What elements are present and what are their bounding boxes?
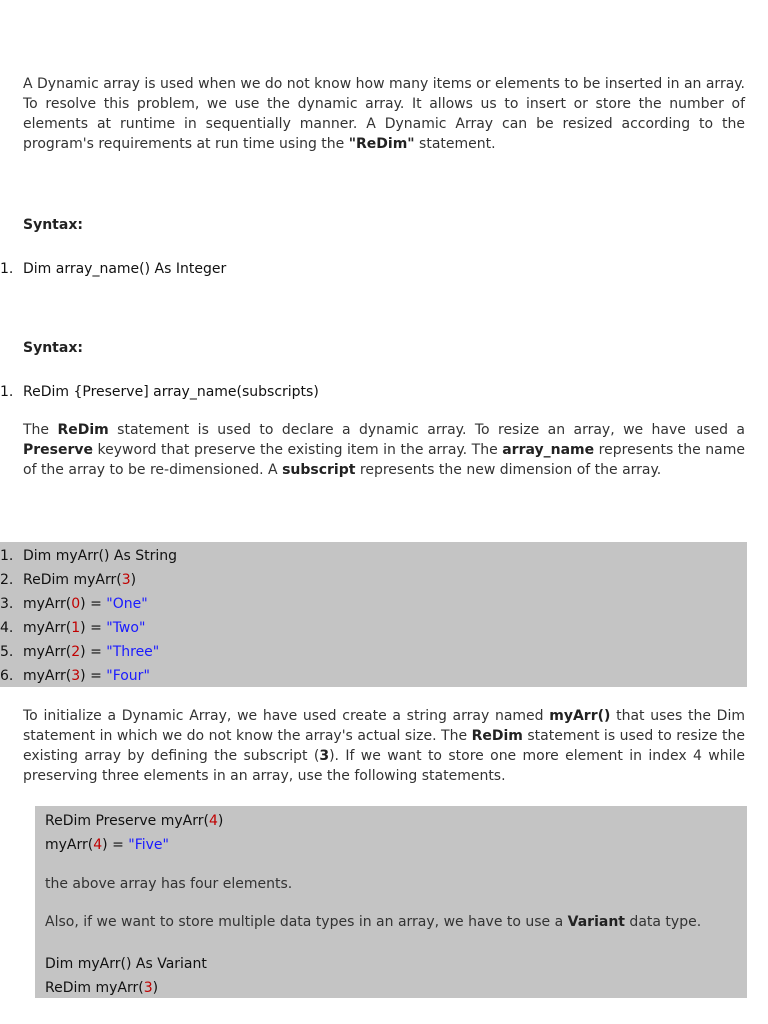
number-literal: 3 (143, 980, 153, 996)
text: statement is used to declare a dynamic array. To resize an array, we have used a (108, 422, 745, 438)
code-segment: ) = (80, 668, 107, 684)
code-text (23, 568, 136, 592)
box-code-line-3: Dim myArr() As Variant (45, 956, 207, 972)
code-segment: myArr( (45, 837, 94, 853)
string-literal: "Two" (106, 620, 146, 636)
code-segment: Dim myArr() As String (23, 548, 177, 564)
string-literal: "Five" (128, 837, 169, 853)
line-number: 3. (0, 596, 14, 612)
code-segment: myArr( (23, 644, 72, 660)
code-segment: myArr( (23, 668, 72, 684)
text: To initialize a Dynamic Array, we have used create a string array named (23, 708, 550, 724)
code-segment: ReDim Preserve myArr( (45, 813, 209, 829)
text: represents the new dimension of the array. (355, 462, 662, 478)
box-note-2 (45, 912, 701, 932)
code-segment: myArr( (23, 620, 72, 636)
code-segment: ) = (80, 596, 107, 612)
code-segment: ) (152, 980, 159, 996)
syntax-heading-2: Syntax: (23, 340, 83, 356)
number-literal: 2 (71, 644, 81, 660)
example-box (35, 806, 747, 998)
number-literal: 3 (121, 572, 131, 588)
number-literal: 4 (208, 813, 218, 829)
code-line-3 (0, 592, 148, 616)
text: The (23, 422, 58, 438)
intro-text: A Dynamic array is used when we do not know how many items or elements to be inserted in an array. To resolve this problem, we use the dynamic array. It allows us to insert or store the number of elements at runtime in sequentially manner. A Dynamic Array can be resized according to the program's requirements at run time using the (23, 76, 746, 152)
text: statement is used to resize the existing array by defining the subscript ( (23, 728, 745, 764)
string-literal: "Four" (106, 668, 150, 684)
text: Also, if we want to store multiple data types in an array, we have to use a (45, 914, 568, 930)
bold-term: subscript (282, 462, 356, 478)
code-segment: ) (217, 813, 224, 829)
code-line-5 (0, 640, 160, 664)
code-text (23, 664, 150, 688)
intro-text-end: statement. (414, 136, 496, 152)
box-code-line-1 (45, 811, 223, 831)
bold-term: myArr() (549, 708, 611, 724)
bold-term: 3 (319, 748, 330, 764)
string-literal: "Three" (106, 644, 160, 660)
line-number: 1. (0, 261, 14, 277)
text: represents the name of the array to be re-dimensioned. A (23, 442, 745, 478)
line-number: 2. (0, 572, 14, 588)
line-number: 1. (0, 384, 14, 400)
code-line-1 (0, 544, 177, 568)
bold-term: ReDim (471, 728, 523, 744)
text: that uses the Dim statement in which we do not know the array's actual size. The (23, 708, 745, 744)
code-line-4 (0, 616, 146, 640)
code-text (23, 592, 148, 616)
number-literal: 4 (93, 837, 103, 853)
intro-paragraph (23, 74, 745, 154)
box-code-line-4 (45, 978, 158, 998)
code-text (23, 640, 159, 664)
string-literal: "One" (106, 596, 148, 612)
line-number: 6. (0, 668, 14, 684)
bold-term: Variant (567, 914, 625, 930)
box-code-line-2 (45, 835, 169, 855)
bold-term: ReDim (57, 422, 109, 438)
code-segment: myArr( (23, 596, 72, 612)
code-segment: ReDim myArr( (45, 980, 144, 996)
syntax-code-line-1 (0, 257, 227, 281)
text: data type. (624, 914, 702, 930)
box-note-1: the above array has four elements. (45, 876, 293, 892)
code-segment: ) (130, 572, 137, 588)
redim-keyword: "ReDim" (348, 136, 415, 152)
text: ). If we want to store one more element in index 4 while preserving three elements in an array, use the following statements. (23, 748, 745, 784)
code-segment: ) = (80, 620, 107, 636)
code-text: ReDim {Preserve] array_name(subscripts) (23, 384, 319, 400)
code-line-6 (0, 664, 150, 688)
number-literal: 3 (71, 668, 81, 684)
code-block (0, 542, 747, 687)
code-text: Dim array_name() As Integer (23, 261, 227, 277)
number-literal: 1 (71, 620, 81, 636)
bold-term: array_name (502, 442, 595, 458)
code-segment: ) = (80, 644, 107, 660)
code-text (23, 616, 145, 640)
line-number: 5. (0, 644, 14, 660)
code-segment: ) = (102, 837, 129, 853)
init-paragraph (23, 706, 745, 786)
number-literal: 0 (71, 596, 81, 612)
code-segment: ReDim myArr( (23, 572, 122, 588)
syntax-code-line-2 (0, 380, 319, 404)
redim-paragraph (23, 420, 745, 480)
bold-term: Preserve (23, 442, 94, 458)
line-number: 4. (0, 620, 14, 636)
code-text (23, 544, 177, 568)
syntax-heading-1: Syntax: (23, 217, 83, 233)
line-number: 1. (0, 548, 14, 564)
code-line-2 (0, 568, 137, 592)
text: keyword that preserve the existing item in the array. The (93, 442, 503, 458)
